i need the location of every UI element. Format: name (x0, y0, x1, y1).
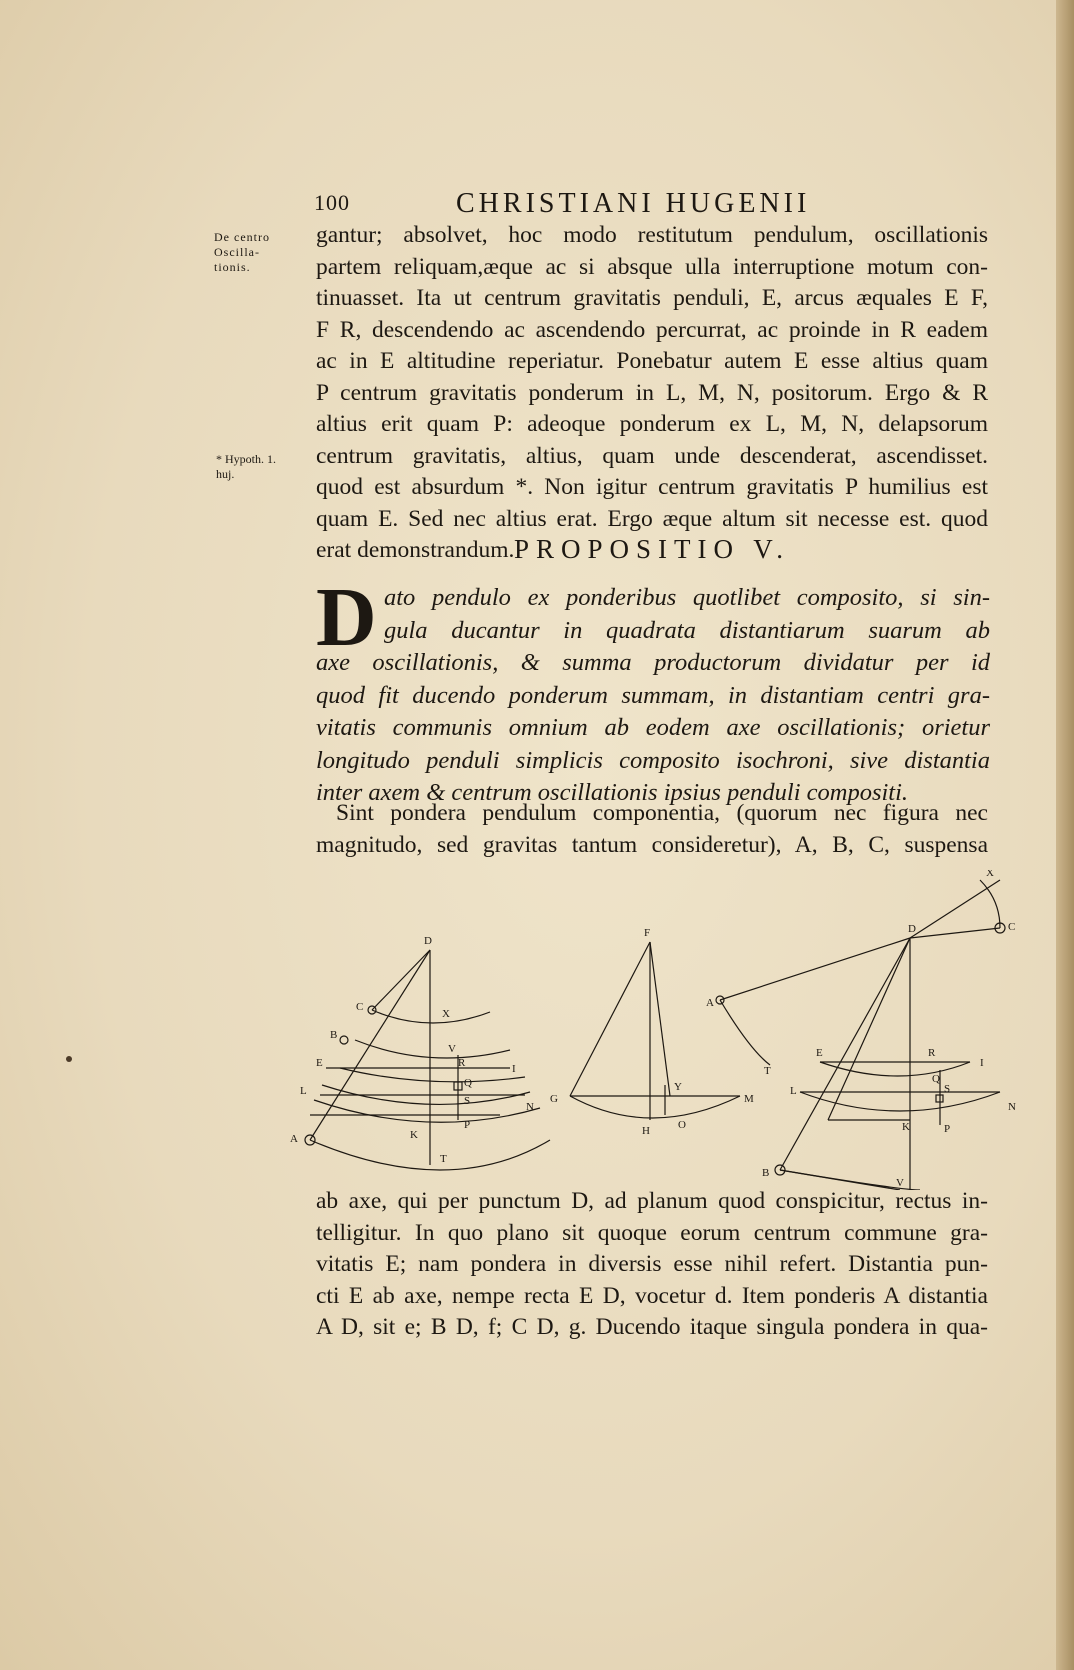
fig-label: P (944, 1123, 951, 1135)
text-line: erat demonstrandum. (316, 537, 515, 563)
paragraph-3 (316, 800, 988, 863)
fig-label: Q (932, 1073, 940, 1085)
proposition-statement (316, 584, 990, 812)
text-line: magnitudo, sed gravitas tantum consideretur), A, B, C, suspensa (316, 831, 988, 858)
text-line: F R, descendendo ac ascendendo percurrat, ac proinde in R eadem (316, 316, 988, 343)
text-line: vitatis communis omnium ab eodem axe oscillationis; orietur (316, 714, 990, 741)
text-line: quod est absurdum *. Non igitur centrum gravitatis P humilius est (316, 474, 988, 500)
paragraph-4 (316, 1188, 988, 1346)
figure-1 (305, 950, 550, 1170)
fig-label: C (356, 1001, 364, 1013)
drop-cap: D (316, 571, 377, 664)
fig-label: D (908, 923, 916, 935)
text-line: centrum gravitatis, altius, quam unde descenderat, ascendisset. (316, 442, 988, 469)
fig-label: N (526, 1101, 534, 1113)
text-line: inter axem & centrum oscillationis ipsius penduli compositi. (316, 779, 909, 806)
text-line: cti E ab axe, nempe recta E D, vocetur d. Item ponderis A distantia (316, 1282, 988, 1309)
fig-label: L (790, 1085, 797, 1097)
fig-label: D (424, 935, 432, 947)
fig-label: K (410, 1129, 418, 1141)
fig-label: E (316, 1057, 323, 1069)
text-line: partem reliquam,æque ac si absque ulla interruptione motum con- (316, 253, 988, 280)
fig-label: P (464, 1119, 471, 1131)
margin-note-line: tionis. (214, 260, 251, 274)
text-line: P centrum gravitatis ponderum in L, M, N, positorum. Ergo & R (316, 379, 988, 406)
proposition-heading: PROPOSITIO V. (513, 534, 791, 564)
text-line: quam E. Sed nec altius erat. Ergo æque altum sit necesse est. quod (316, 505, 988, 532)
figure-3-labels (706, 870, 1016, 1189)
margin-note-line: Oscilla- (214, 245, 260, 259)
fig-label: A (290, 1133, 298, 1145)
text-line: altius erit quam P: adeoque ponderum ex L, M, N, delapsorum (316, 411, 988, 437)
margin-note-section (214, 230, 304, 275)
text-line: ab axe, qui per punctum D, ad planum quod conspicitur, rectus in- (316, 1188, 988, 1214)
fig-label: I (980, 1057, 984, 1069)
fig-label: S (464, 1095, 471, 1107)
text-line: A D, sit e; B D, f; C D, g. Ducendo itaque singula pondera in qua- (316, 1314, 988, 1340)
figure-1-labels (290, 935, 534, 1165)
text-line: quod fit ducendo ponderum summam, in distantiam centri gra- (316, 681, 990, 709)
ink-spot (66, 1056, 72, 1062)
fig-label: X (986, 870, 994, 879)
figure-3 (716, 880, 1005, 1190)
paragraph-1 (316, 222, 988, 569)
text-line: Sint pondera pendulum componentia, (quorum nec figura nec (336, 800, 988, 826)
fig-label: L (300, 1085, 307, 1097)
fig-label: S (944, 1083, 951, 1095)
page-header (314, 188, 874, 222)
text-line: tinuasset. Ita ut centrum gravitatis penduli, E, arcus æquales E F, (316, 285, 988, 311)
fig-label: I (512, 1063, 516, 1075)
margin-note-line: De centro (214, 230, 270, 244)
margin-note-line: * Hypoth. 1. (216, 452, 276, 466)
fig-label: N (1008, 1101, 1016, 1113)
fig-label: B (762, 1167, 770, 1179)
margin-note-reference (216, 452, 306, 482)
text-line: gula ducantur in quadrata distantiarum suarum ab (384, 616, 990, 644)
fig-label: M (744, 1093, 754, 1105)
fig-label: E (816, 1047, 823, 1059)
fig-label: X (442, 1008, 450, 1020)
fig-label: T (440, 1153, 447, 1165)
text-line: axe oscillationis, & summa productorum dividatur per id (316, 649, 990, 676)
text-line: vitatis E; nam pondera in diversis esse nihil refert. Distantia pun- (316, 1251, 988, 1277)
pendulum-figures (280, 870, 1040, 1190)
fig-label: C (1008, 921, 1016, 933)
fig-label: V (448, 1043, 456, 1055)
fig-label: F (644, 927, 651, 939)
margin-note-line: huj. (216, 467, 235, 481)
fig-label: R (928, 1047, 936, 1059)
fig-label: V (896, 1177, 904, 1189)
text-line: longitudo penduli simplicis composito isochroni, sive distantia (316, 746, 990, 774)
text-line: ato pendulo ex ponderibus quotlibet composito, si sin- (384, 584, 990, 611)
text-line: gantur; absolvet, hoc modo restitutum pendulum, oscillationis (316, 222, 988, 248)
fig-label: B (330, 1029, 338, 1041)
text-line: telligitur. In quo plano sit quoque eorum centrum commune gra- (316, 1219, 988, 1246)
fig-label: Y (674, 1081, 682, 1093)
fig-label: H (642, 1125, 650, 1137)
page-gutter-shadow (1056, 0, 1074, 1670)
text-line: ac in E altitudine reperiatur. Ponebatur autem E esse altius quam (316, 348, 988, 374)
fig-label: Q (464, 1077, 472, 1089)
fig-label: T (764, 1065, 771, 1077)
fig-label: O (678, 1119, 686, 1131)
fig-label: K (902, 1121, 910, 1133)
page-number: 100 (314, 190, 350, 215)
fig-label: G (550, 1093, 558, 1105)
fig-label: A (706, 997, 714, 1009)
fig-label: R (458, 1057, 466, 1069)
running-title: CHRISTIANI HUGENII (456, 188, 811, 219)
figure-2 (570, 942, 740, 1120)
